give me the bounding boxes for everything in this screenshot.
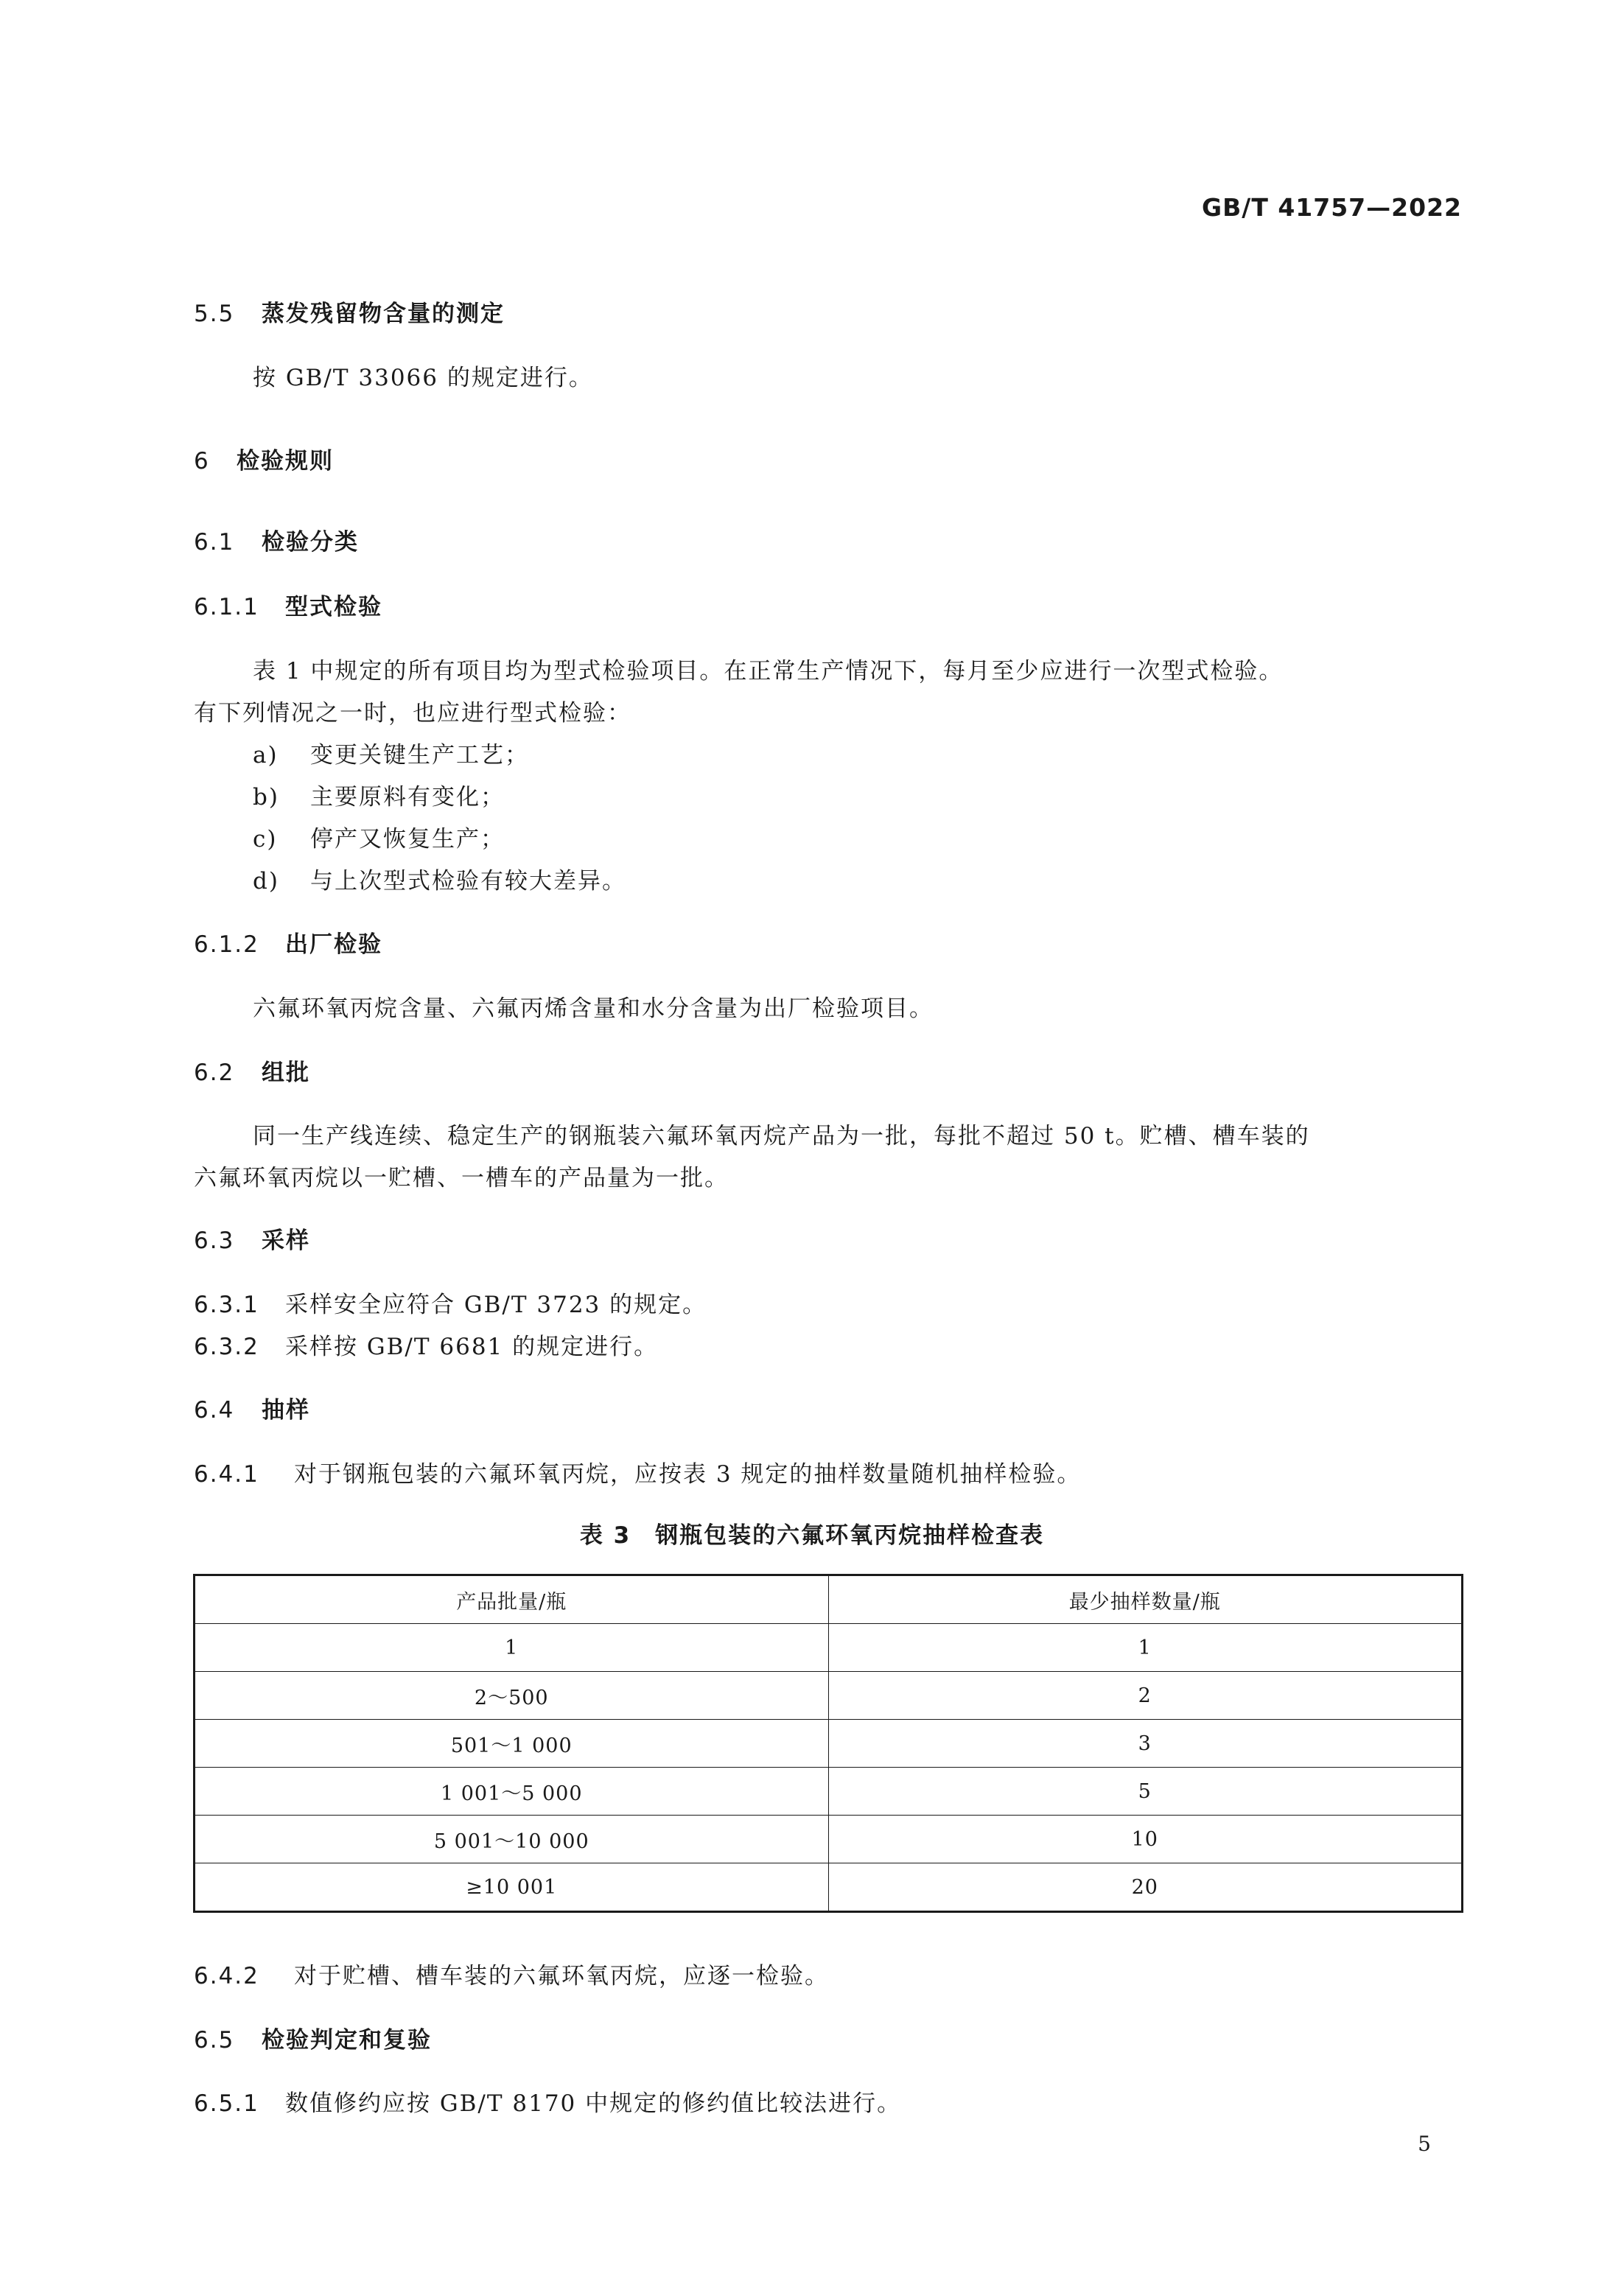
section-title: 组批 bbox=[262, 1060, 310, 1086]
clause-number: 6.4.2 bbox=[194, 1963, 259, 1989]
table-cell: 20 bbox=[828, 1863, 1463, 1912]
list-marker: c) bbox=[253, 826, 278, 853]
section-number: 5.5 bbox=[194, 301, 235, 327]
section-title: 检验规则 bbox=[237, 448, 334, 475]
table-cell: 1 001～5 000 bbox=[195, 1768, 829, 1816]
table-row bbox=[195, 1720, 1463, 1768]
section-title: 抽样 bbox=[262, 1397, 310, 1424]
section-6-4-heading bbox=[194, 1391, 310, 1424]
table-cell: 10 bbox=[828, 1816, 1463, 1863]
clause-text: 对于钢瓶包装的六氟环氧丙烷，应按表 3 规定的抽样数量随机抽样检验。 bbox=[294, 1461, 1082, 1488]
clause-text: 采样按 GB/T 6681 的规定进行。 bbox=[285, 1334, 659, 1360]
table-3-title: 表 3 钢瓶包装的六氟环氧丙烷抽样检查表 bbox=[579, 1522, 1045, 1549]
section-6-heading bbox=[194, 442, 334, 475]
clause-6-5-1 bbox=[194, 2084, 901, 2118]
section-title: 出厂检验 bbox=[285, 931, 382, 958]
list-text: 与上次型式检验有较大差异。 bbox=[310, 868, 626, 895]
clause-text: 对于贮槽、槽车装的六氟环氧丙烷，应逐一检验。 bbox=[294, 1963, 829, 1989]
section-5-5-text: 按 GB/T 33066 的规定进行。 bbox=[253, 365, 593, 391]
table-header-cell: 最少抽样数量/瓶 bbox=[828, 1575, 1463, 1624]
clause-number: 6.4.1 bbox=[194, 1461, 259, 1488]
section-6-1-1-text-line2: 有下列情况之一时，也应进行型式检验： bbox=[194, 700, 631, 727]
clause-number: 6.3.2 bbox=[194, 1334, 259, 1360]
page-number: 5 bbox=[1418, 2132, 1431, 2156]
document-number: GB/T 41757—2022 bbox=[1202, 193, 1462, 222]
section-number: 6.4 bbox=[194, 1397, 235, 1424]
clause-6-3-1 bbox=[194, 1286, 707, 1319]
clause-text: 采样安全应符合 GB/T 3723 的规定。 bbox=[285, 1292, 707, 1318]
clause-number: 6.3.1 bbox=[194, 1292, 259, 1318]
table-cell: 3 bbox=[828, 1720, 1463, 1768]
table-row bbox=[195, 1624, 1463, 1672]
table-row bbox=[195, 1816, 1463, 1863]
table-row bbox=[195, 1768, 1463, 1816]
section-title: 检验判定和复验 bbox=[262, 2027, 432, 2054]
section-6-2-heading bbox=[194, 1054, 310, 1087]
section-6-1-1-text-line1: 表 1 中规定的所有项目均为型式检验项目。在正常生产情况下，每月至少应进行一次型式检验。 bbox=[253, 658, 1284, 685]
table-cell: 2 bbox=[828, 1672, 1463, 1720]
section-title: 蒸发残留物含量的测定 bbox=[262, 301, 505, 327]
table-cell: 5 bbox=[828, 1768, 1463, 1816]
table-cell: 1 bbox=[828, 1624, 1463, 1672]
table-header-cell: 产品批量/瓶 bbox=[195, 1575, 829, 1624]
table-row bbox=[195, 1863, 1463, 1912]
table-cell: ≥10 001 bbox=[195, 1863, 829, 1912]
table-header-row bbox=[195, 1575, 1463, 1624]
list-item bbox=[253, 778, 505, 811]
section-6-1-2-text: 六氟环氧丙烷含量、六氟丙烯含量和水分含量为出厂检验项目。 bbox=[253, 995, 934, 1022]
section-6-1-1-heading bbox=[194, 588, 382, 621]
list-marker: d) bbox=[253, 868, 279, 895]
section-6-2-text-line1: 同一生产线连续、稳定生产的钢瓶装六氟环氧丙烷产品为一批，每批不超过 50 t。贮槽、槽车装的 bbox=[253, 1123, 1310, 1149]
list-text: 变更关键生产工艺； bbox=[310, 742, 529, 769]
section-number: 6.2 bbox=[194, 1060, 235, 1086]
section-title: 采样 bbox=[262, 1228, 310, 1254]
clause-6-4-1 bbox=[194, 1455, 1081, 1488]
table-row bbox=[195, 1672, 1463, 1720]
list-marker: a) bbox=[253, 742, 279, 769]
list-text: 主要原料有变化； bbox=[310, 784, 505, 811]
table-cell: 5 001～10 000 bbox=[195, 1816, 829, 1863]
section-6-3-heading bbox=[194, 1222, 310, 1255]
list-text: 停产又恢复生产； bbox=[310, 826, 505, 853]
list-marker: b) bbox=[253, 784, 279, 811]
table-cell: 1 bbox=[195, 1624, 829, 1672]
section-number: 6.1.1 bbox=[194, 594, 259, 620]
list-item bbox=[253, 862, 626, 895]
table-cell: 501～1 000 bbox=[195, 1720, 829, 1768]
sampling-table bbox=[193, 1574, 1463, 1913]
section-5-5-heading bbox=[194, 295, 505, 328]
section-number: 6 bbox=[194, 448, 210, 475]
section-title: 检验分类 bbox=[262, 529, 359, 556]
section-title: 型式检验 bbox=[285, 594, 382, 620]
clause-number: 6.5.1 bbox=[194, 2090, 259, 2117]
section-number: 6.5 bbox=[194, 2027, 235, 2054]
table-cell: 2～500 bbox=[195, 1672, 829, 1720]
clause-6-3-2 bbox=[194, 1328, 658, 1361]
section-6-5-heading bbox=[194, 2021, 432, 2054]
section-number: 6.1 bbox=[194, 529, 235, 556]
list-item bbox=[253, 820, 505, 853]
section-6-2-text-line2: 六氟环氧丙烷以一贮槽、一槽车的产品量为一批。 bbox=[194, 1165, 729, 1191]
clause-text: 数值修约应按 GB/T 8170 中规定的修约值比较法进行。 bbox=[285, 2090, 902, 2117]
clause-6-4-2 bbox=[194, 1957, 829, 1990]
section-number: 6.1.2 bbox=[194, 931, 259, 958]
section-6-1-heading bbox=[194, 523, 359, 556]
list-item bbox=[253, 736, 529, 769]
section-6-1-2-heading bbox=[194, 925, 382, 959]
section-number: 6.3 bbox=[194, 1228, 235, 1254]
